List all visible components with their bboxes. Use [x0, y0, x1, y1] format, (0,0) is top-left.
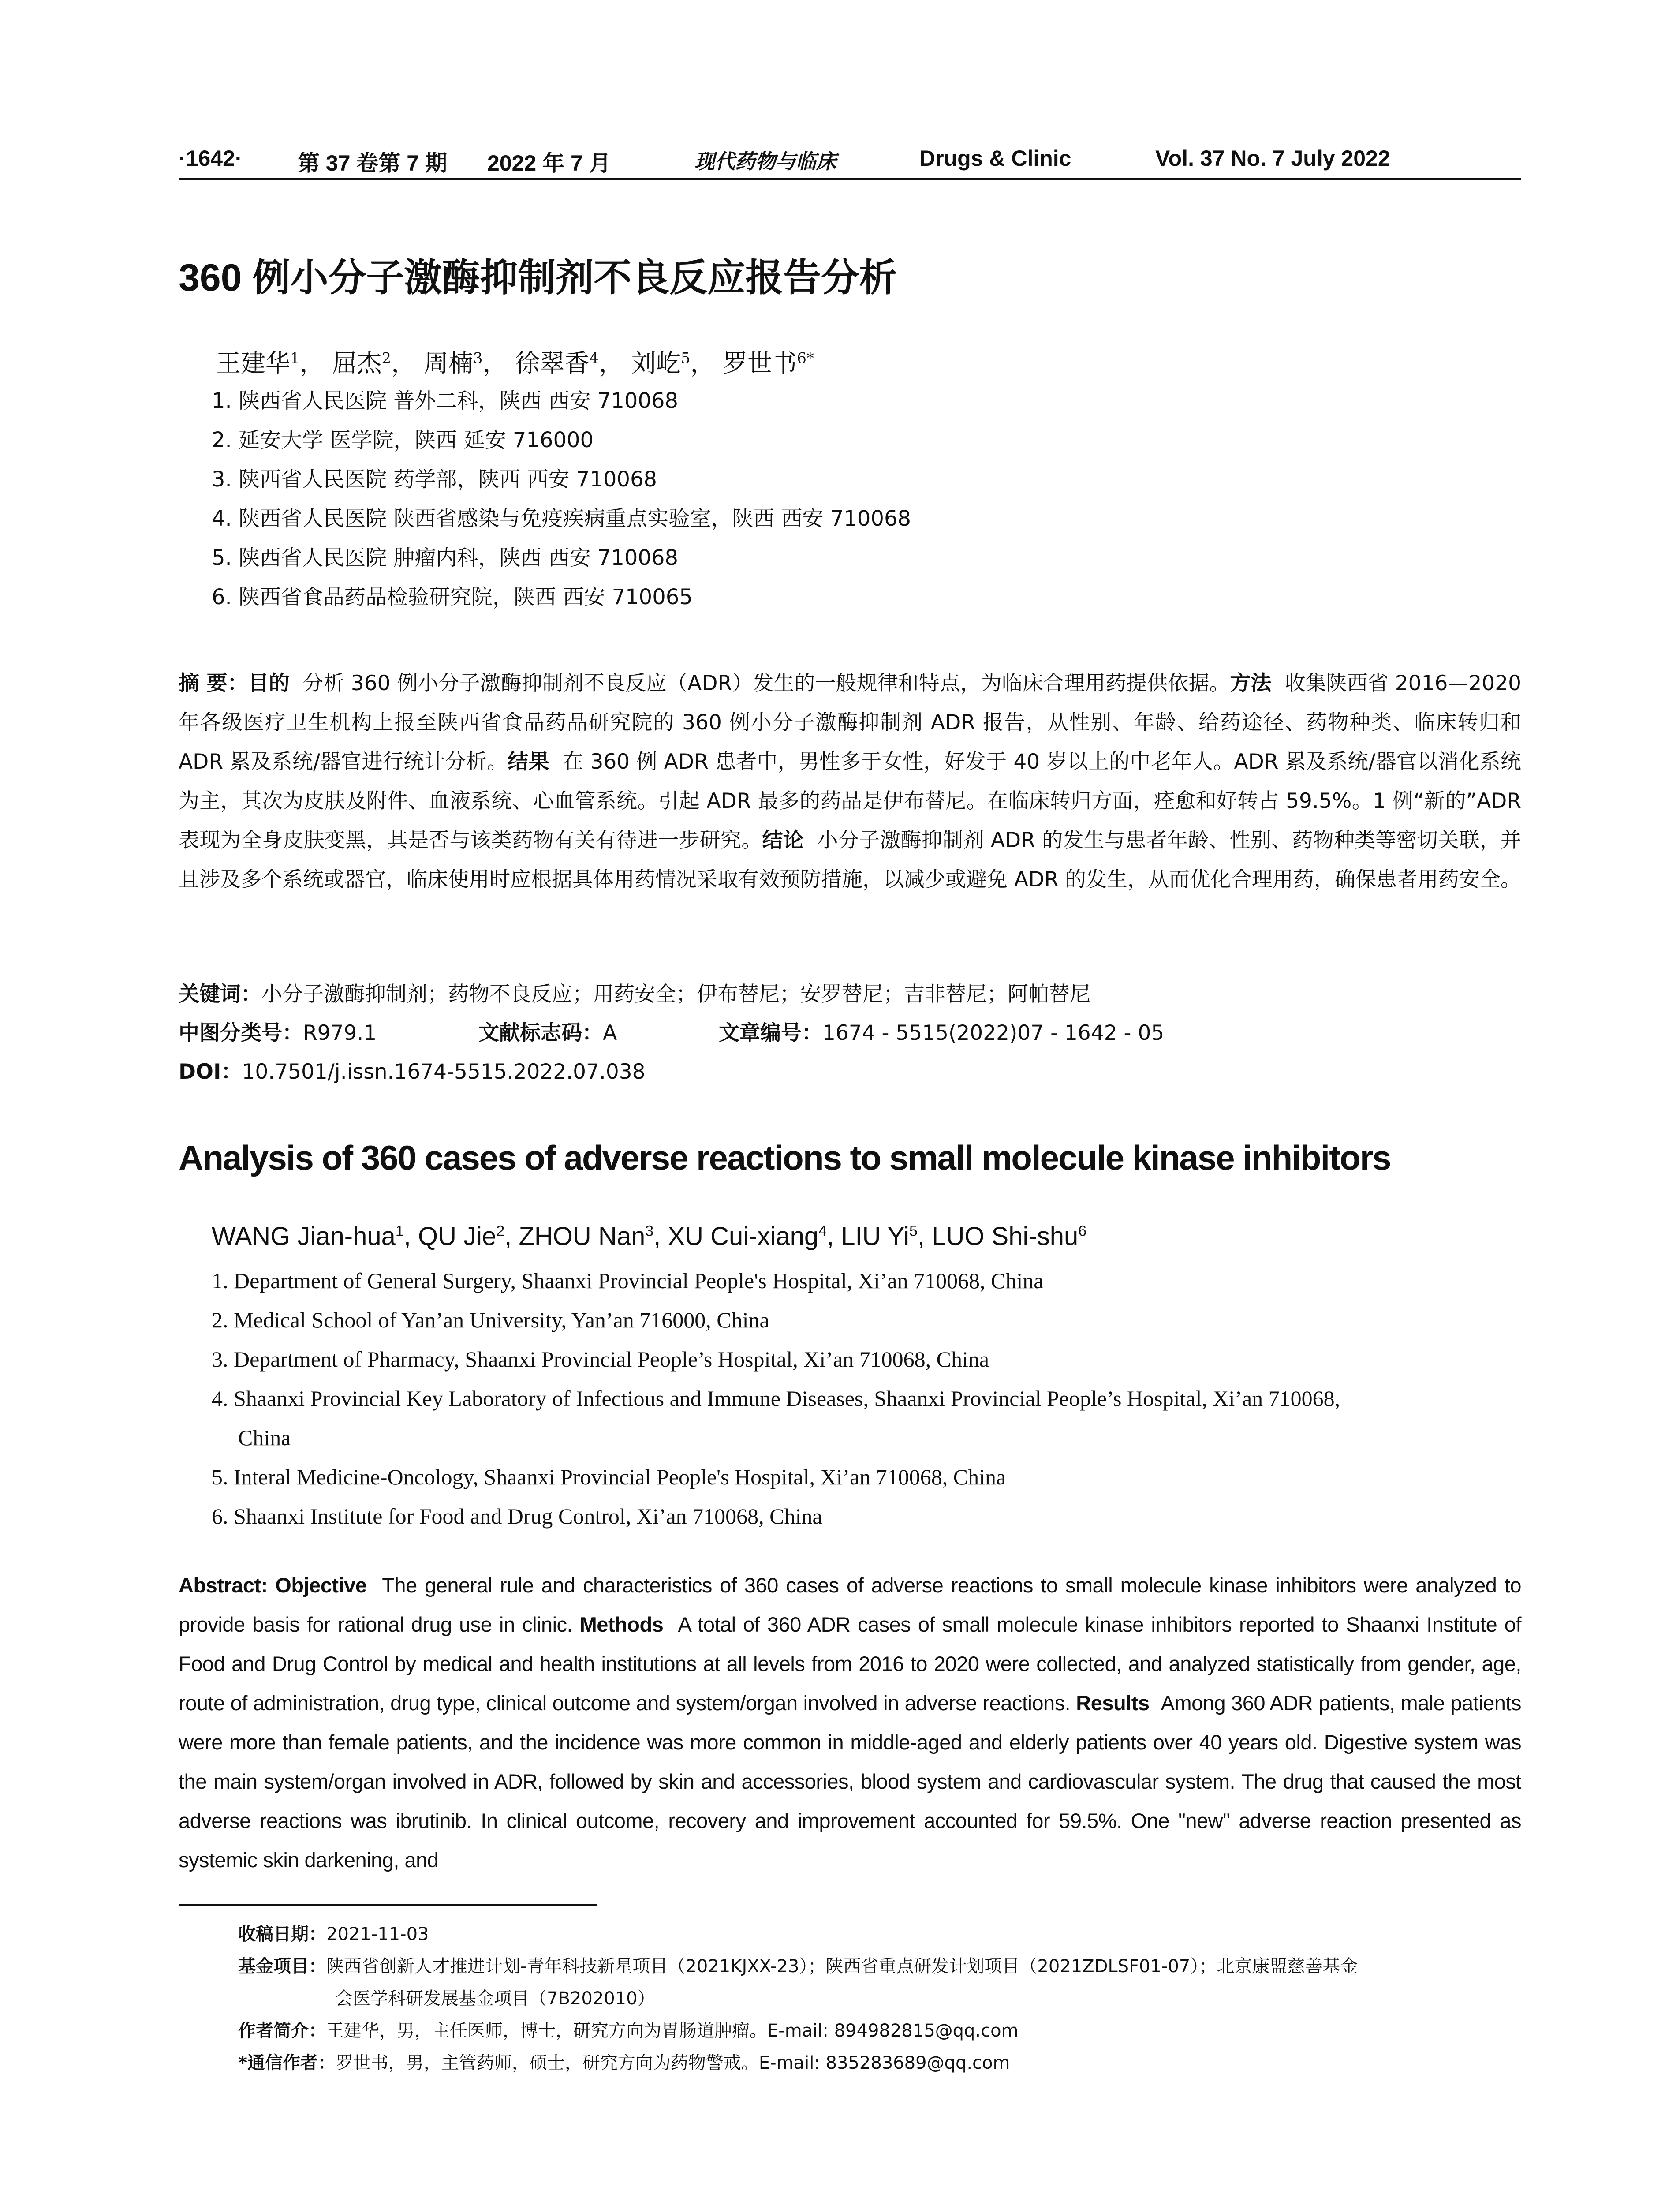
page-number: ·1642· [179, 146, 243, 171]
footnote-received [238, 1918, 1521, 1951]
author-name: 徐翠香 [515, 349, 590, 378]
author-affiliation-mark: 6 [1078, 1222, 1087, 1240]
methods-text: 收集陕西省 2016—2020 年各级医疗卫生机构上报至陕西省食品药品研究院的 360 例小分子激酶抑制剂 ADR 报告，从性别、年龄、给药途径、药物种类、临床转归和 ADR 累及系统/器官进行统计分析。 [179, 671, 1521, 774]
received-label: 收稿日期： [238, 1924, 326, 1944]
issue-cn: 第 37 卷第 7 期 [298, 151, 447, 176]
author-name: QU Jie [418, 1222, 497, 1251]
article-title-en: Analysis of 360 cases of adverse reactions to small molecule kinase inhibitors [179, 1138, 1391, 1177]
author-name: 刘屹 [631, 349, 681, 378]
received-date: 2021-11-03 [326, 1924, 429, 1944]
classification-line [179, 1017, 1165, 1046]
footnote-corresponding [238, 2047, 1521, 2079]
abstract-label: Abstract: [179, 1573, 268, 1597]
article-title-cn: 360 例小分子激酶抑制剂不良反应报告分析 [179, 257, 897, 299]
abstract-cn [179, 664, 1521, 899]
conclusion-label: 结论 [762, 828, 804, 852]
affiliation-en-continued: China [238, 1425, 291, 1450]
methods-text: A total of 360 ADR cases of small molecule kinase inhibitors reported to Shaanxi Institute of Food and Drug Control by medical and health institutions at all levels from 2016 to 2020 were collected, and analyzed statistically from gender, age, route of administration, drug type, clinical outcome and system/organ involved in adverse reactions. [179, 1613, 1521, 1715]
article-number-value: 1674 - 5515(2022)07 - 1642 - 05 [822, 1021, 1165, 1045]
objective-label: 目的 [248, 671, 290, 695]
author-bio-label: 作者简介： [238, 2021, 326, 2041]
doi-line [179, 1055, 646, 1085]
author-affiliation-mark: 1 [290, 349, 300, 367]
affiliation-cn: 6. 陕西省食品药品检验研究院，陕西 西安 710065 [212, 585, 693, 609]
author-affiliation-mark: 3 [473, 349, 483, 367]
author-affiliation-mark: 4 [589, 349, 599, 367]
affiliation-cn: 5. 陕西省人民医院 肿瘤内科，陕西 西安 710068 [212, 546, 679, 570]
affiliation-cn: 3. 陕西省人民医院 药学部，陕西 西安 710068 [212, 467, 657, 492]
header-rule [179, 178, 1521, 180]
issue-en: Vol. 37 No. 7 July 2022 [1155, 146, 1390, 171]
author-name: WANG Jian-hua [212, 1222, 396, 1251]
doc-code-label: 文献标志码： [478, 1021, 603, 1045]
objective-label: Objective [275, 1573, 367, 1597]
author-name: ZHOU Nan [519, 1222, 646, 1251]
conclusion-text: 小分子激酶抑制剂 ADR 的发生与患者年龄、性别、药物种类等密切关联，并且涉及多个系统或器官，临床使用时应根据具体用药情况采取有效预防措施，以减少或避免 ADR 的发生，从而优化合理用药，确保患者用药安全。 [179, 828, 1522, 892]
affiliation-cn: 2. 延安大学 医学院，陕西 延安 716000 [212, 428, 594, 452]
article-number-label: 文章编号： [719, 1021, 822, 1045]
author-affiliation-mark: 2 [496, 1222, 505, 1240]
journal-name-cn: 现代药物与临床 [694, 149, 836, 173]
journal-name-en: Drugs & Clinic [919, 146, 1071, 171]
author-name: XU Cui-xiang [668, 1222, 819, 1251]
footnotes [238, 1918, 1521, 2079]
doc-code [478, 1017, 617, 1046]
author-affiliation-mark: 3 [645, 1222, 654, 1240]
keywords-text: 小分子激酶抑制剂；药物不良反应；用药安全；伊布替尼；安罗替尼；吉非替尼；阿帕替尼 [261, 982, 1090, 1006]
affiliation-list-cn [212, 381, 911, 617]
footnote-author [238, 2015, 1521, 2047]
results-text: Among 360 ADR patients, male patients were more than female patients, and the incidence was more common in middle-aged and elderly patients over 40 years old. Digestive system was the main system/organ involved in ADR, followed by skin and accessories, blood system and cardiovascular system. The drug that caused the most adverse reactions was ibrutinib. In clinical outcome, recovery and improvement accounted for 59.5%. One "new" adverse reaction presented as systemic skin darkening, and [179, 1691, 1522, 1872]
author-affiliation-mark: 4 [818, 1222, 827, 1240]
author-name: LUO Shi-shu [932, 1222, 1079, 1251]
objective-text: 分析 360 例小分子激酶抑制剂不良反应（ADR）发生的一般规律和特点，为临床合理用药提供依据。 [302, 671, 1230, 695]
results-label: 结果 [508, 750, 549, 774]
fund-label: 基金项目： [238, 1956, 326, 1977]
author-affiliation-mark: 5 [680, 349, 691, 367]
author-bio-text: 王建华，男，主任医师，博士，研究方向为胃肠道肿瘤。E-mail: 894982815@qq.com [326, 2021, 1019, 2041]
affiliation-en: 3. Department of Pharmacy, Shaanxi Provincial People’s Hospital, Xi’an 710068, China [212, 1347, 989, 1372]
author-list-cn: 王建华$^1$， 屈杰$^2$， 周楠$^3$， 徐翠香$^4$， 刘屹$^5$， 罗世书$^{6*}$ [216, 349, 814, 378]
affiliation-en: 6. Shaanxi Institute for Food and Drug Control, Xi’an 710068, China [212, 1504, 822, 1529]
clc-label: 中图分类号： [179, 1021, 303, 1045]
corresponding-label: *通信作者： [238, 2053, 336, 2073]
keywords-cn [179, 978, 1090, 1007]
affiliation-list-en [212, 1261, 1521, 1536]
doi-value: 10.7501/j.issn.1674-5515.2022.07.038 [242, 1060, 646, 1084]
affiliation-en: 5. Interal Medicine-Oncology, Shaanxi Provincial People's Hospital, Xi’an 710068, China [212, 1465, 1006, 1489]
author-list-en: WANG Jian-hua$^1$, QU Jie$^2$, ZHOU Nan$^3$, XU Cui-xiang$^4$, LIU Yi$^5$, LUO Shi-shu$^6$ [212, 1222, 1087, 1251]
affiliation-en: 4. Shaanxi Provincial Key Laboratory of Infectious and Immune Diseases, Shaanxi Provincial People’s Hospital, Xi’an 710068, [212, 1386, 1340, 1411]
results-label: Results [1076, 1691, 1150, 1715]
affiliation-en: 2. Medical School of Yan’an University, Yan’an 716000, China [212, 1308, 769, 1332]
affiliation-cn: 1. 陕西省人民医院 普外二科，陕西 西安 710068 [212, 389, 679, 413]
author-name: 周楠 [423, 349, 473, 378]
running-header [179, 140, 1521, 180]
author-affiliation-mark: 5 [909, 1222, 918, 1240]
footnote-rule [179, 1904, 597, 1906]
author-name: 罗世书 [723, 349, 797, 378]
abstract-en [179, 1566, 1521, 1880]
keywords-label: 关键词： [179, 982, 261, 1006]
affiliation-cn: 4. 陕西省人民医院 陕西省感染与免疫疾病重点实验室，陕西 西安 710068 [212, 506, 911, 531]
footnote-fund [238, 1951, 1521, 1983]
author-name: LIU Yi [841, 1222, 910, 1251]
methods-label: Methods [579, 1613, 664, 1636]
objective-text: The general rule and characteristics of 360 cases of adverse reactions to small molecule kinase inhibitors were analyzed to provide basis for rational drug use in clinic. [179, 1573, 1521, 1636]
methods-label: 方法 [1230, 671, 1272, 695]
date-cn: 2022 年 7 月 [487, 151, 611, 176]
doi-label: DOI： [179, 1060, 242, 1084]
corresponding-text: 罗世书，男，主管药师，硕士，研究方向为药物警戒。E-mail: 835283689@qq.com [335, 2053, 1010, 2073]
fund-text-continued: 会医学科研发展基金项目（7B202010） [335, 1988, 655, 2009]
author-affiliation-mark: 1 [395, 1222, 404, 1240]
affiliation-en: 1. Department of General Surgery, Shaanxi Provincial People's Hospital, Xi’an 710068, China [212, 1268, 1044, 1293]
fund-text: 陕西省创新人才推进计划-青年科技新星项目（2021KJXX-23）；陕西省重点研发计划项目（2021ZDLSF01-07）；北京康盟慈善基金 [326, 1956, 1358, 1977]
abstract-label: 摘 要： [179, 671, 248, 695]
author-name: 王建华 [216, 349, 290, 378]
author-affiliation-mark: 6* [797, 349, 814, 367]
article-number [719, 1017, 1164, 1046]
doc-code-value: A [603, 1021, 617, 1045]
results-text: 在 360 例 ADR 患者中，男性多于女性，好发于 40 岁以上的中老年人。ADR 累及系统/器官以消化系统为主，其次为皮肤及附件、血液系统、心血管系统。引起 ADR 最多的药品是伊布替尼。在临床转归方面，痊愈和好转占 59.5%。1 例“新的”ADR 表现为全身皮肤变黑，其是否与该类药物有关有待进一步研究。 [179, 750, 1521, 852]
clc-value: R979.1 [303, 1021, 377, 1045]
author-affiliation-mark: 2 [381, 349, 392, 367]
author-name: 屈杰 [332, 349, 382, 378]
